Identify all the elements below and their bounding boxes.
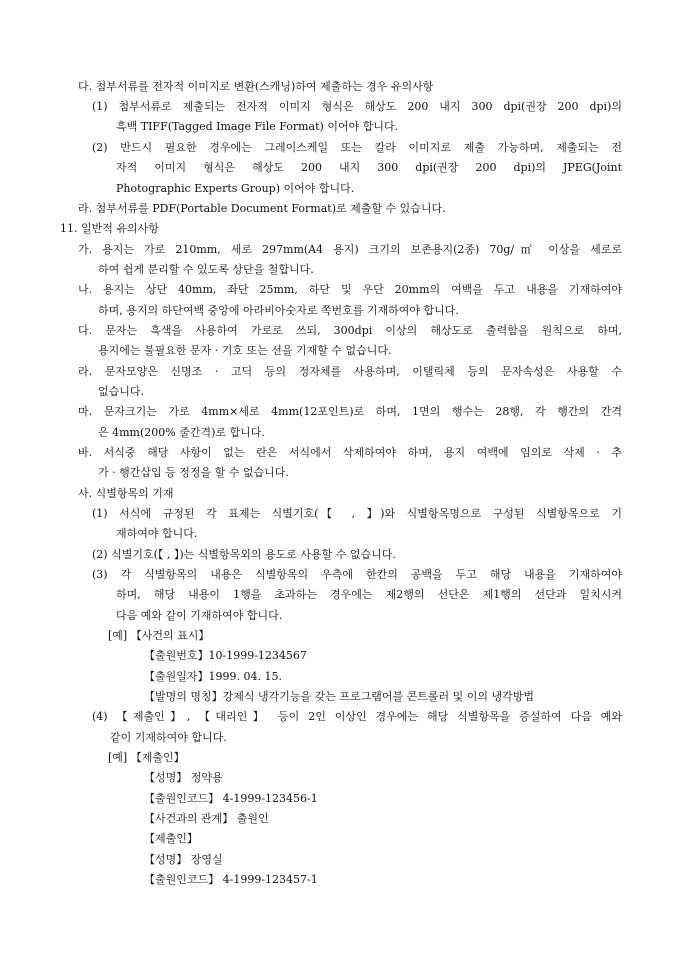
da-line-2: 용지에는 불필요한 문자 · 기호 또는 선을 기재할 수 없습니다. bbox=[98, 344, 392, 357]
item-2-line-1: (2) 반드시 필요한 경우에는 그레이스케일 또는 칼라 이미지로 제출 가능하며, 제출되는 전 bbox=[92, 141, 622, 154]
sa-item-3-line-1: (3) 각 식별항목의 내용은 식별항목의 우측에 한칸의 공백을 두고 해당 내용을 기재하여야 bbox=[92, 568, 622, 581]
ba-line-1: 바. 서식중 해당 사항이 없는 란은 서식에서 삭제하여야 하며, 용지 여백에 임의로 삭제 · 추 bbox=[78, 446, 622, 459]
ba-line-2: 가 · 행간삽입 등 정정을 할 수 없습니다. bbox=[98, 466, 289, 479]
ga-line-1: 가. 용지는 가로 210mm, 세로 297mm(A4 용지) 크기의 보존용지(2종) 70g/㎡ 이상을 세로로 bbox=[78, 243, 622, 256]
item-2-line-2: 자적 이미지 형식은 해상도 200 내지 300 dpi(권장 200 dpi)의 JPEG(Joint bbox=[116, 161, 622, 174]
sa-item-1-line-1: (1) 서식에 규정된 각 표제는 식별기호(【 , 】)와 식별항목명으로 구성된 식별항목으로 기 bbox=[92, 507, 622, 520]
ra-line-2: 없습니다. bbox=[98, 385, 145, 398]
sa-item-3-line-2: 하며, 해당 내용이 1행을 초과하는 경우에는 제2행의 선단은 제1행의 선단과 일치시켜 bbox=[116, 588, 622, 601]
sa-item-4-line-1: (4) 【제출인】, 【대리인】 등이 2인 이상인 경우에는 해당 식별항목을 증설하여 다음 예와 bbox=[92, 710, 622, 723]
example-2-label: [예] 【제출인】 bbox=[108, 751, 185, 764]
example-2-row-6: 【출원인코드】 4-1999-123457-1 bbox=[144, 873, 318, 886]
example-2-row-1: 【성명】 정약용 bbox=[144, 771, 223, 784]
item-1-line-2: 흑백 TIFF(Tagged Image File Format) 이어야 합니다. bbox=[116, 120, 399, 133]
sa-heading: 사. 식별항목의 기재 bbox=[78, 487, 174, 500]
example-1-row-3: 【발명의 명칭】강제식 냉각기능을 갖는 프로그램어블 콘트롤러 및 이의 냉각방법 bbox=[144, 690, 535, 703]
section-ra-heading: 라. 첨부서류를 PDF(Portable Document Format)로 제출할 수 있습니다. bbox=[78, 202, 446, 215]
example-1-label: [예] 【사건의 표시】 bbox=[108, 629, 210, 642]
na-line-1: 나. 용지는 상단 40mm, 좌단 25mm, 하단 및 우단 20mm의 여백을 두고 내용을 기재하여야 bbox=[78, 283, 622, 296]
ga-line-2: 하여 쉽게 분리할 수 있도록 상단을 철합니다. bbox=[98, 263, 314, 276]
example-2-row-2: 【출원인코드】 4-1999-123456-1 bbox=[144, 792, 318, 805]
sa-item-1-line-2: 재하여야 합니다. bbox=[116, 527, 198, 540]
da-line-1: 다. 문자는 흑색을 사용하여 가로로 쓰되, 300dpi 이상의 해상도로 출력함을 원칙으로 하며, bbox=[78, 324, 622, 337]
item-1-line-1: (1) 첨부서류로 제출되는 전자적 이미지 형식은 해상도 200 내지 300 dpi(권장 200 dpi)의 bbox=[92, 100, 622, 113]
item-2-line-3: Photographic Experts Group) 이어야 합니다. bbox=[116, 182, 355, 195]
na-line-2: 하며, 용지의 하단여백 중앙에 아라비아숫자로 쪽번호를 기재하여야 합니다. bbox=[98, 304, 459, 317]
sa-item-4-line-2: 같이 기재하여야 합니다. bbox=[110, 731, 227, 744]
ma-line-2: 은 4mm(200% 줄간격)로 합니다. bbox=[98, 426, 265, 439]
example-1-row-2: 【출원일자】1999. 04. 15. bbox=[144, 670, 282, 683]
sa-item-2: (2) 식별기호(【 , 】)는 식별항목외의 용도로 사용할 수 없습니다. bbox=[92, 548, 396, 561]
example-1-row-1: 【출원번호】10-1999-1234567 bbox=[144, 649, 307, 662]
ra-line-1: 라. 문자모양은 신명조 · 고딕 등의 정자체를 사용하며, 이탤릭체 등의 문자속성은 사용할 수 bbox=[78, 365, 622, 378]
example-2-row-3: 【사건과의 관계】 출원인 bbox=[144, 812, 269, 825]
example-2-row-5: 【성명】 장영실 bbox=[144, 853, 223, 866]
section-11-heading: 11. 일반적 유의사항 bbox=[60, 222, 159, 235]
example-2-row-4: 【제출인】 bbox=[144, 832, 198, 845]
section-da-heading: 다. 첨부서류를 전자적 이미지로 변환(스캐닝)하여 제출하는 경우 유의사항 bbox=[78, 80, 434, 93]
sa-item-3-line-3: 다음 예와 같이 기재하여야 합니다. bbox=[116, 609, 283, 622]
ma-line-1: 마. 문자크기는 가로 4mm×세로 4mm(12포인트)로 하며, 1면의 행수는 28행, 각 행간의 간격 bbox=[78, 405, 622, 418]
